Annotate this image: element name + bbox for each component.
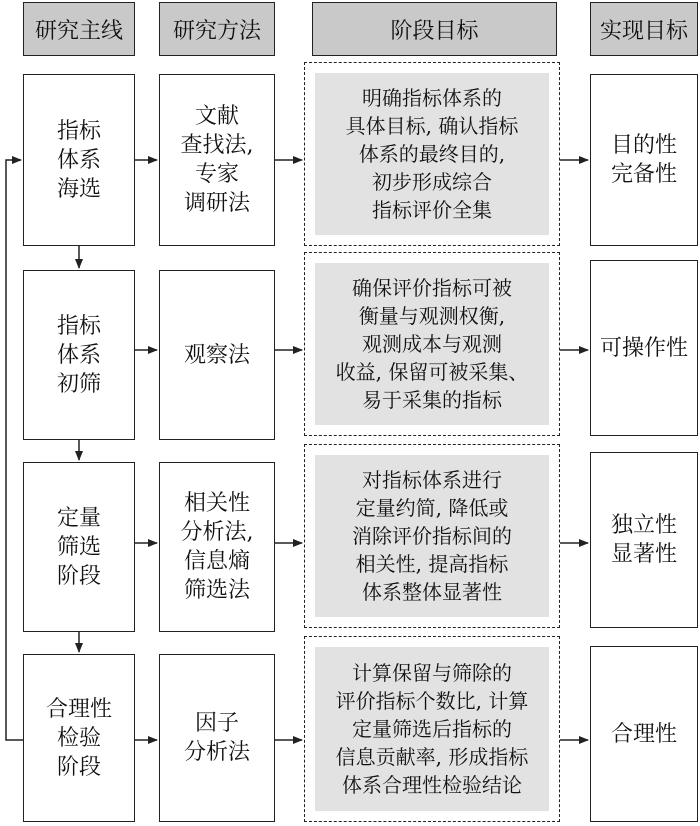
stage-box-2: 指标 体系 初筛	[23, 270, 135, 440]
method-box-4: 因子 分析法	[159, 654, 275, 822]
method-box-2: 观察法	[159, 270, 275, 440]
goal-text-2: 确保评价指标可被 衡量与观测权衡, 观测成本与观测 收益, 保留可被采集、 易于采集的指标	[315, 263, 549, 425]
header-stage-goal: 阶段目标	[312, 2, 557, 56]
result-box-4: 合理性	[590, 646, 698, 822]
result-box-2: 可操作性	[590, 260, 698, 436]
stage-box-4: 合理性 检验 阶段	[23, 654, 135, 822]
goal-frame-2	[304, 252, 560, 436]
result-box-3: 独立性 显著性	[590, 452, 698, 628]
header-research-method: 研究方法	[159, 2, 275, 56]
goal-frame-4	[304, 636, 560, 822]
goal-text-3: 对指标体系进行 定量约简, 降低或 消除评价指标间的 相关性, 提高指标 体系整体显著性	[315, 455, 549, 617]
stage-box-3: 定量 筛选 阶段	[23, 462, 135, 632]
result-box-1: 目的性 完备性	[590, 74, 698, 246]
header-research-line: 研究主线	[23, 2, 135, 56]
stage-box-1: 指标 体系 海选	[23, 74, 135, 246]
header-achieved-goal: 实现目标	[590, 2, 698, 56]
method-box-1: 文献 查找法, 专家 调研法	[159, 74, 275, 246]
feedback-loop-arrow	[6, 160, 23, 740]
goal-frame-3	[304, 444, 560, 628]
method-box-3: 相关性 分析法, 信息熵 筛选法	[159, 462, 275, 632]
goal-text-4: 计算保留与筛除的 评价指标个数比, 计算 定量筛选后指标的 信息贡献率, 形成指标 体系合理性检验结论	[315, 647, 549, 811]
goal-text-1: 明确指标体系的 具体目标, 确认指标 体系的最终目的, 初步形成综合 指标评价全集	[315, 73, 549, 235]
goal-frame-1	[304, 62, 560, 246]
